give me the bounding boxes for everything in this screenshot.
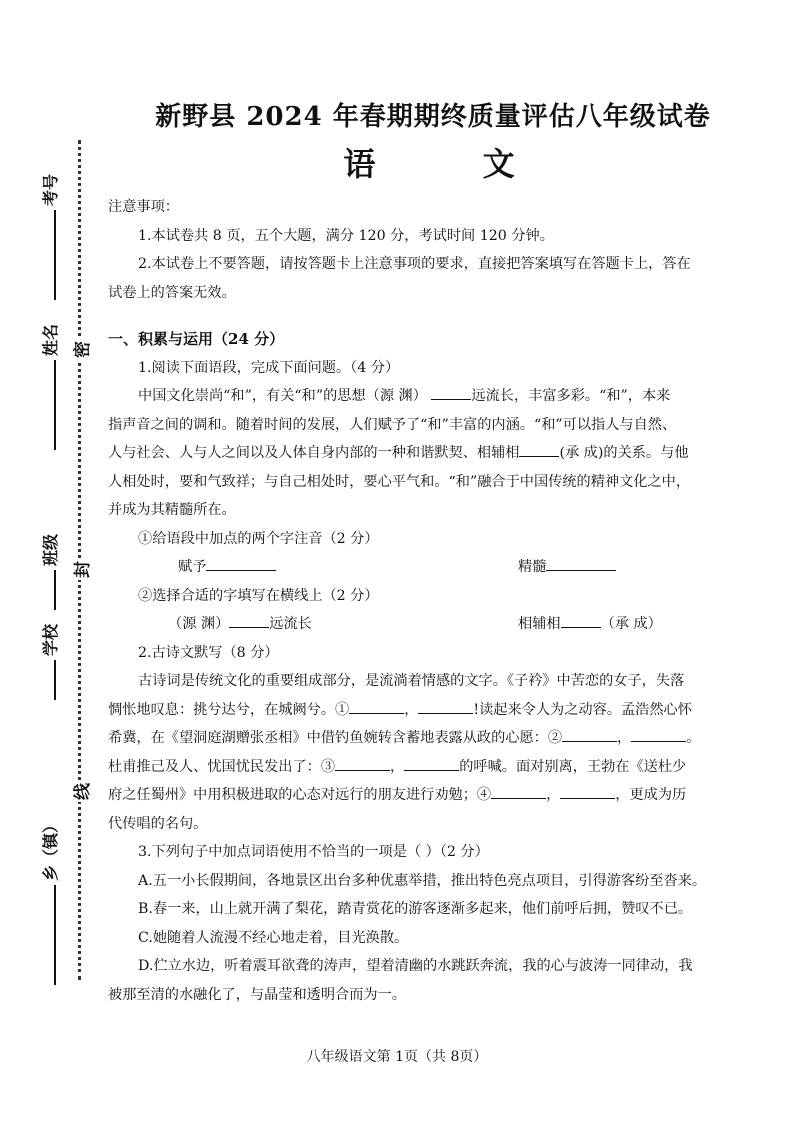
q2-l2a: 惆怅地叹息：挑兮达兮，在城阙兮。① <box>108 701 350 718</box>
q1-sub1-b <box>518 553 616 582</box>
school-field <box>38 624 61 700</box>
q1-sub2-b <box>518 610 662 639</box>
q2-l4a: 杜甫推己及人、忧国忧民发出了：③ <box>108 758 336 775</box>
q3-option-b: B.春一来，山上就开满了梨花，踏青赏花的游客逐渐多起来，他们前呼后拥，赞叹不已。 <box>138 901 693 917</box>
q2-l3a: 希冀，在《望洞庭湖赠张丞相》中借钓鱼婉转含蓄地表露从政的心愿：② <box>108 730 563 746</box>
name-label: 姓名 <box>41 323 60 356</box>
q1-sub2-answers <box>108 610 758 639</box>
q1-sub1-b-label: 精髓 <box>518 559 547 575</box>
q2-l5a: 府之任蜀州》中用积极进取的心态对远行的朋友进行劝勉；④ <box>108 787 492 803</box>
q2-line6: 代传唱的名句。 <box>108 815 208 832</box>
q1-sub1: ①给语段中加点的两个字注音（2 分） <box>138 530 379 547</box>
q2-l5b: ， <box>546 787 561 803</box>
q2-line2 <box>108 696 758 725</box>
q2-l2c: !读起来令人为之动容。孟浩然心怀 <box>473 701 692 718</box>
q1-p3b: (承 成)的关系。与他 <box>559 445 689 461</box>
q2-line4 <box>108 753 758 782</box>
q2-blank-2a <box>562 727 617 742</box>
q1-sub2-a2: 远流长 <box>269 616 312 632</box>
q2-stem: 2.古诗文默写（8 分） <box>138 644 279 661</box>
class-label: 班级 <box>41 533 60 566</box>
q2-l5c: ，更成为历 <box>615 787 687 803</box>
notes-item1: 1.本试卷共 8 页，五个大题，满分 120 分，考试时间 120 分钟。 <box>138 227 554 244</box>
q1-sub2-a-blank <box>229 613 269 628</box>
exam-content <box>108 96 758 1009</box>
q2-blank-4a <box>491 784 546 799</box>
q1-p1b: 远流长，丰富多彩。“和”，本来 <box>471 388 671 404</box>
notes-item2a: 2.本试卷上不要答题，请按答题卡上注意事项的要求，直接把答案填写在答题卡上，答在 <box>138 256 691 272</box>
notes-heading: 注意事项： <box>108 199 179 215</box>
q2-blank-3b <box>404 756 459 771</box>
q1-sub2: ②选择合适的字填写在横线上（2 分） <box>138 587 379 604</box>
q2-line1: 古诗词是传统文化的重要组成部分，是流淌着情感的文字。《子衿》中苦恋的女子，失落 <box>138 673 685 689</box>
q2-blank-1a <box>349 699 404 714</box>
seal-mark: 封 <box>68 559 93 580</box>
q1-sub2-b-blank <box>561 613 601 628</box>
q1-sub2-a1: （源 渊） <box>168 616 230 632</box>
name-field <box>38 324 61 450</box>
q2-l3b: ， <box>617 730 632 746</box>
q2-blank-3a <box>335 756 390 771</box>
notes-item2b: 试卷上的答案无效。 <box>108 284 236 301</box>
q1-p1a: 中国文化崇尚“和”，有关“和”的思想（源 渊） <box>138 388 427 404</box>
seal-dense-mark: 密 <box>68 339 93 360</box>
q2-line3 <box>108 724 758 753</box>
q1-sub1-a-blank <box>206 556 276 571</box>
q1-passage-line5: 并成为其精髓所在。 <box>108 502 236 518</box>
q1-stem: 1.阅读下面语段，完成下面问题。（4 分） <box>138 359 400 376</box>
q3-stem: 3.下列句子中加点词语使用不恰当的一项是（ ）（2 分） <box>138 844 489 860</box>
q1-sub2-b2: （承 成） <box>600 616 662 632</box>
town-field <box>38 817 61 985</box>
q2-blank-2b <box>631 727 686 742</box>
q3-option-d-line2: 被那至清的水融化了，与晶莹和透明合而为一。 <box>108 986 406 1003</box>
exam-no-label: 考号 <box>41 173 60 206</box>
q2-l3c: 。 <box>686 730 701 746</box>
q2-blank-4b <box>560 784 615 799</box>
q1-passage-line4: 人相处时，要和气致祥；与自己相处时，要心平气和。“和”融合于中国传统的精神文化之中， <box>108 473 691 490</box>
town-label: 乡（镇） <box>41 816 60 881</box>
q3-option-a: A.五一小长假期间，各地景区出台多种优惠举措，推出特色亮点项目，引得游客纷至沓来。 <box>138 872 707 889</box>
q1-p3a: 人与社会、人与人之间以及人体自身内部的一种和谐默契、相辅相 <box>108 445 520 461</box>
q3-option-c: C.她随着人流漫不经心地走着，目光涣散。 <box>138 929 409 946</box>
q1-sub1-answers <box>108 553 758 582</box>
binding-margin <box>0 0 110 1123</box>
subject-title: 语 文 <box>343 145 563 183</box>
q1-passage-line3 <box>108 439 758 468</box>
class-field <box>38 534 61 610</box>
school-label: 学校 <box>41 623 60 656</box>
q1-blank-1 <box>431 385 471 400</box>
q1-passage-line1 <box>108 382 758 411</box>
q1-sub1-a-label: 赋予 <box>178 559 207 575</box>
q1-sub2-b1: 相辅相 <box>518 616 561 632</box>
q1-sub2-a <box>168 610 518 639</box>
q1-sub1-b-blank <box>546 556 616 571</box>
exam-no-field <box>38 174 61 300</box>
section1-heading: 一、积累与运用（24 分） <box>108 330 285 348</box>
line-mark: 线 <box>68 781 93 802</box>
q1-sub1-a <box>178 553 518 582</box>
exam-title: 新野县 2024 年春期期终质量评估八年级试卷 <box>155 102 711 132</box>
q2-blank-1b <box>418 699 473 714</box>
q1-blank-2 <box>519 442 559 457</box>
q3-option-d-line1: D.伫立水边，听着震耳欲聋的涛声，望着清幽的水跳跃奔流，我的心与波涛一同律动，我 <box>138 958 693 974</box>
q2-l4c: 的呼喊。面对别离，王勃在《送杜少 <box>459 758 687 775</box>
q2-l2b: ， <box>404 701 419 718</box>
q2-l4b: ， <box>390 758 405 775</box>
page-footer: 八年级语文第 1页（共 8页） <box>306 1049 488 1065</box>
q1-passage-line2: 指声音之间的调和。随着时间的发展，人们赋予了“和”丰富的内涵。“和”可以指人与自然、 <box>108 416 677 433</box>
q2-line5 <box>108 781 758 810</box>
